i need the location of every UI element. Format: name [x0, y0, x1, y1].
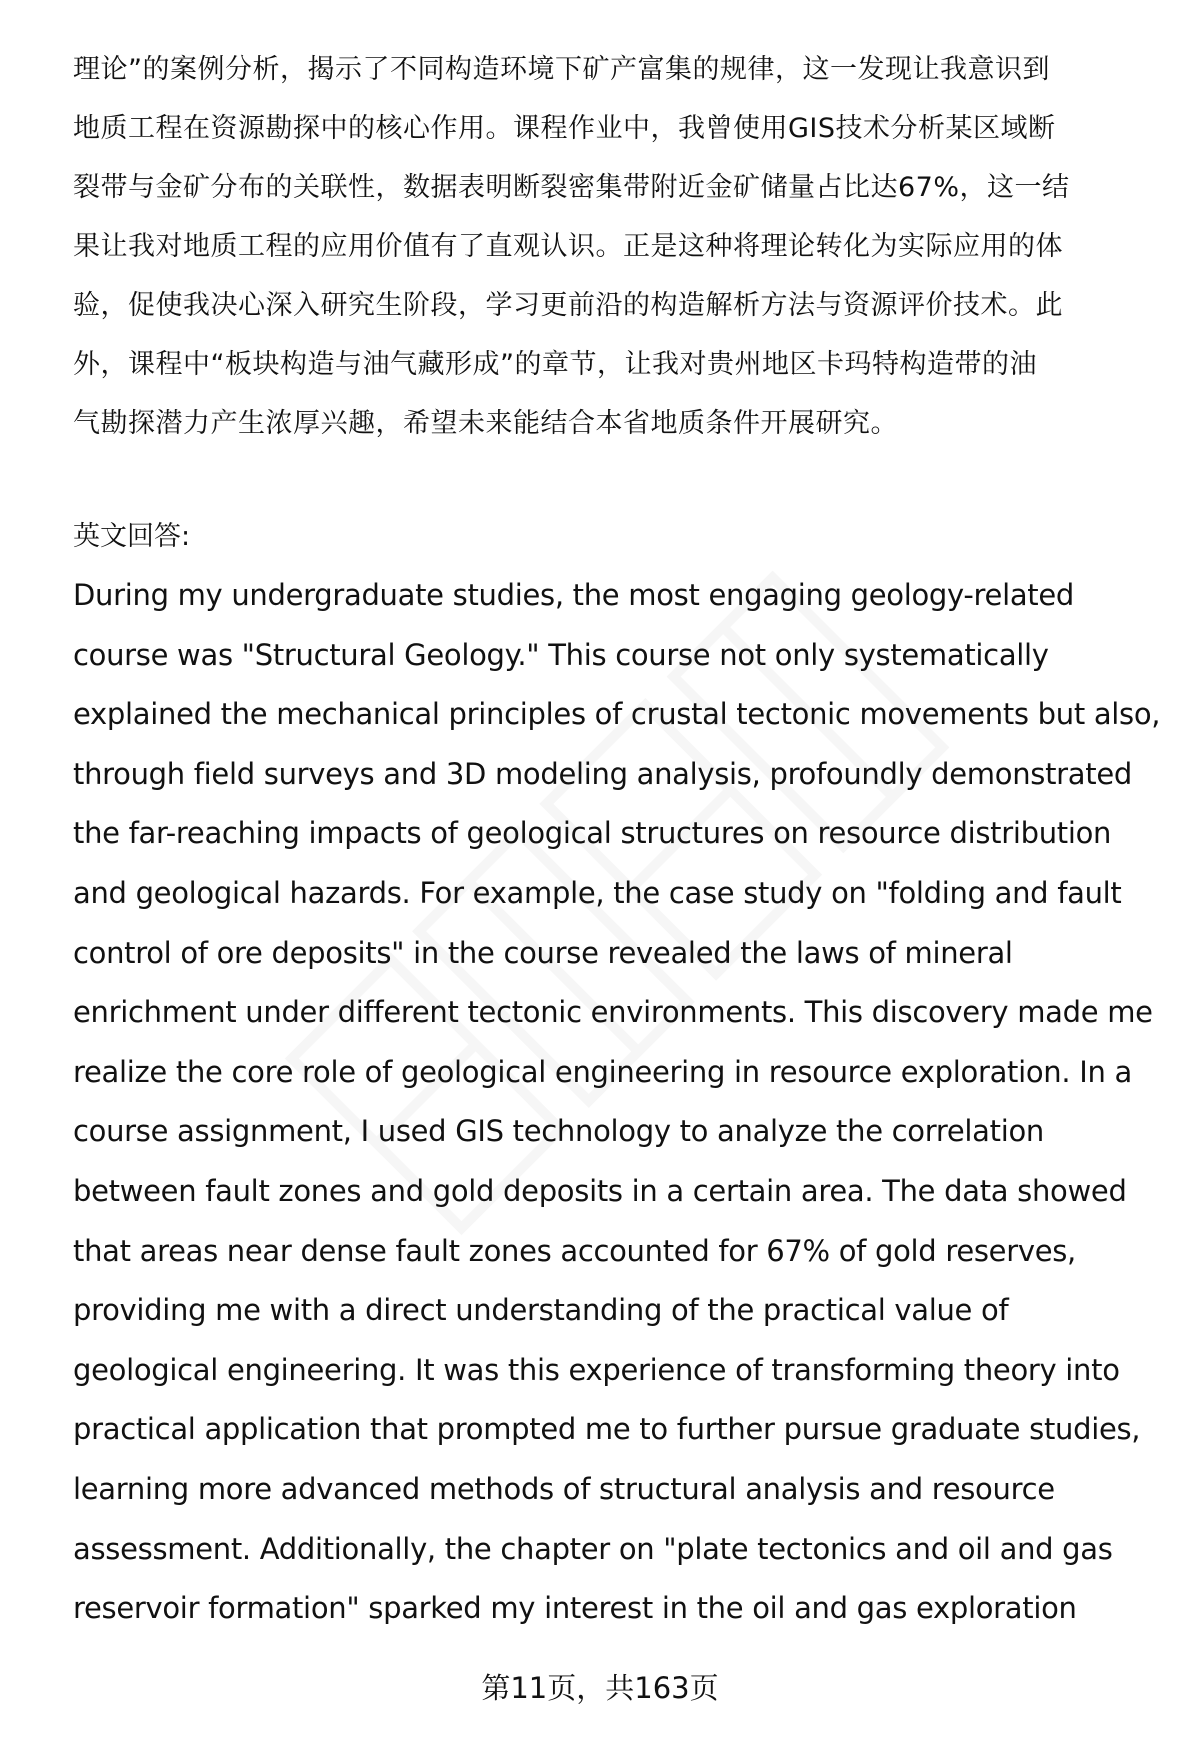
english-answer-paragraph — [73, 566, 1161, 1639]
en-line: providing me with a direct understanding of the practical value of — [73, 1293, 1009, 1328]
en-line: course assignment, I used GIS technology to analyze the correlation — [73, 1114, 1044, 1149]
cn-line: 地质工程在资源勘探中的核心作用。课程作业中，我曾使用GIS技术分析某区域断 — [73, 113, 1056, 144]
cn-line: 裂带与金矿分布的关联性，数据表明断裂密集带附近金矿储量占比达67%，这一结 — [73, 172, 1070, 203]
english-answer-heading: 英文回答: — [73, 521, 191, 552]
en-line: learning more advanced methods of structural analysis and resource — [73, 1471, 1055, 1506]
cn-line: 理论”的案例分析，揭示了不同构造环境下矿产富集的规律，这一发现让我意识到 — [73, 54, 1050, 85]
en-line: course was "Structural Geology." This course not only systematically — [73, 637, 1049, 672]
en-line: During my undergraduate studies, the most engaging geology-related — [73, 578, 1075, 612]
en-line: control of ore deposits" in the course revealed the laws of mineral — [73, 935, 1013, 970]
en-line: between fault zones and gold deposits in a certain area. The data showed — [73, 1173, 1127, 1208]
chinese-answer-paragraph — [73, 40, 1158, 453]
cn-line: 外，课程中“板块构造与油气藏形成”的章节，让我对贵州地区卡玛特构造带的油 — [73, 349, 1037, 380]
cn-line: 果让我对地质工程的应用价值有了直观认识。正是这种将理论转化为实际应用的体 — [73, 231, 1063, 262]
en-line: through field surveys and 3D modeling analysis, profoundly demonstrated — [73, 756, 1132, 791]
en-line: enrichment under different tectonic environments. This discovery made me — [73, 995, 1153, 1030]
en-line: the far-reaching impacts of geological structures on resource distribution — [73, 816, 1112, 851]
en-line: that areas near dense fault zones accounted for 67% of gold reserves, — [73, 1233, 1076, 1268]
en-line: assessment. Additionally, the chapter on "plate tectonics and oil and gas — [73, 1531, 1113, 1566]
page-number-footer: 第11页，共163页 — [481, 1671, 719, 1705]
cn-line: 验，促使我决心深入研究生阶段，学习更前沿的构造解析方法与资源评价技术。此 — [73, 290, 1063, 321]
en-line: reservoir formation" sparked my interest in the oil and gas exploration — [73, 1591, 1077, 1626]
en-line: realize the core role of geological engineering in resource exploration. In a — [73, 1054, 1132, 1089]
en-line: and geological hazards. For example, the case study on "folding and fault — [73, 875, 1122, 910]
en-line: geological engineering. It was this experience of transforming theory into — [73, 1352, 1120, 1387]
en-line: explained the mechanical principles of crustal tectonic movements but also, — [73, 697, 1161, 732]
en-line: practical application that prompted me to further pursue graduate studies, — [73, 1412, 1141, 1447]
cn-line: 气勘探潜力产生浓厚兴趣，希望未来能结合本省地质条件开展研究。 — [73, 408, 898, 439]
